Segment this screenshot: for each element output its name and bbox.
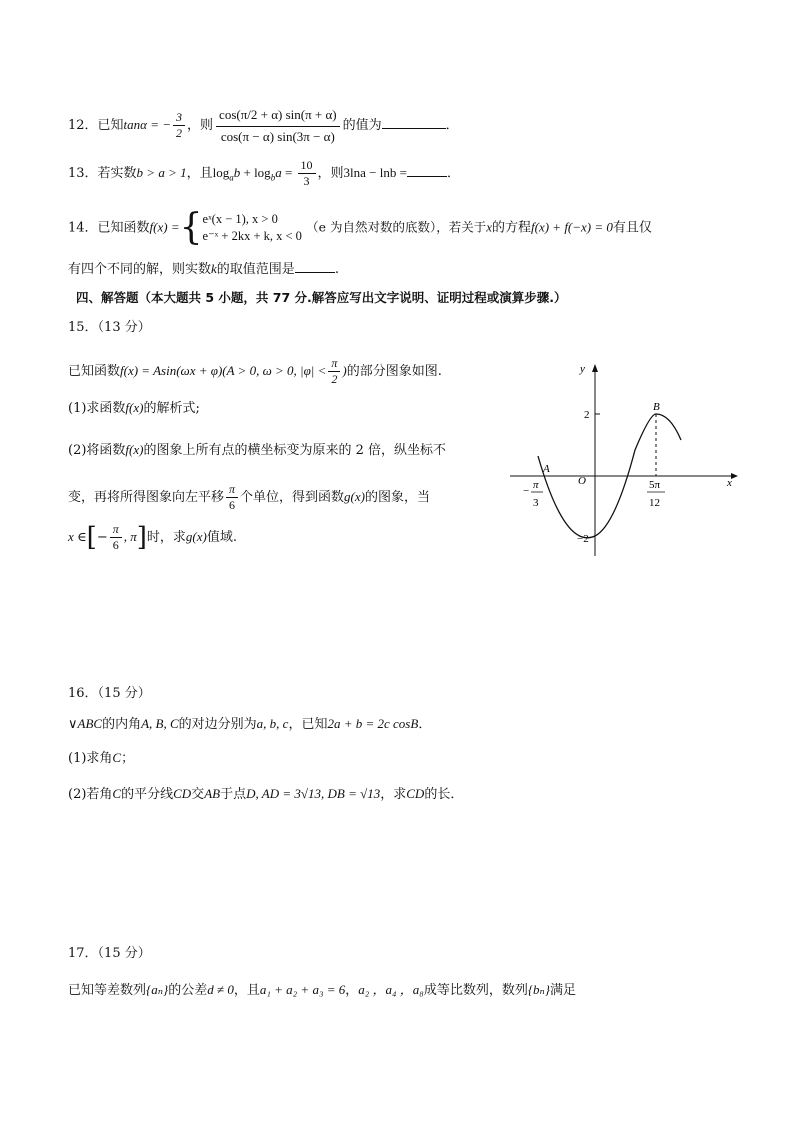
question-15-part2: (2)将函数f(x)的图象上所有点的横坐标变为原来的 2 倍，纵坐标不: [68, 442, 447, 458]
question-16-part2: (2)若角C的平分线CD交AB于点D, AD = 3√13, DB = √13，求CD的长．: [68, 786, 464, 802]
q13-condition: b > a > 1: [136, 165, 187, 180]
q14-answer-blank[interactable]: [295, 258, 335, 273]
x-right-num: 5π: [649, 479, 661, 491]
q12-cond-fraction: $\frac{3}{2}$: [173, 110, 185, 141]
q13-answer-blank[interactable]: [407, 162, 447, 177]
question-15-header: 15．（13 分）: [68, 320, 151, 335]
x-left-sign: −: [523, 485, 530, 497]
question-16-header: 16．（15 分）: [68, 686, 151, 701]
question-13: 13．若实数b > a > 1，且$\log_ab + \log_ba$ = $\frac{10}{3}$ ，则3lna − lnb = ．: [68, 158, 460, 188]
sine-graph-figure: [505, 360, 740, 560]
x-left-den: 3: [533, 497, 539, 509]
question-17-header: 17．（15 分）: [68, 946, 151, 961]
y-max-label: 2: [584, 409, 590, 421]
point-b-label: B: [653, 401, 660, 413]
question-14-cont: 有四个不同的解，则实数k的取值范围是 .: [68, 258, 339, 280]
origin-label: O: [578, 475, 586, 487]
y-axis-arrow-icon: [592, 364, 598, 372]
x-axis-arrow-icon: [731, 473, 738, 479]
q12-answer-blank[interactable]: [382, 114, 446, 129]
question-15-part2-cont: 变，再将所得图象向左平移 $\frac{\pi}{6}$ 个单位，得到函数g(x)的图象，当: [68, 482, 430, 512]
brace-symbol: {: [179, 207, 203, 248]
question-14: 14．已知函数f(x) ={ eˣ(x − 1), x > 0 e⁻ˣ + 2kx + k, x < 0 （e 为自然对数的底数），若关于x的方程f(x) + f(−x) = 0有且仅: [68, 207, 652, 248]
q12-condition: tanα = −: [123, 117, 172, 132]
x-left-num: π: [533, 479, 539, 491]
y-min-label: −2: [577, 533, 589, 545]
x-axis-label: x: [727, 477, 732, 489]
x-right-den: 12: [649, 497, 660, 509]
question-15-stem: 已知函数f(x) = Asin(ωx + φ)(A > 0, ω > 0, |φ| < $\frac{\pi}{2}$ )的部分图象如图.: [68, 356, 442, 386]
question-15-part2-interval: x ∈[− $\frac{\pi}{6}$ , π]时，求g(x)值域.: [68, 522, 237, 553]
q12-expression: $\frac{\cos(\pi/2 + \alpha) \sin(\pi + \alpha)}{\cos(\pi - \alpha) \sin(3\pi - \alpha)}$: [216, 104, 340, 147]
q13-fraction: $\frac{10}{3}$: [298, 158, 316, 189]
q14-piecewise: eˣ(x − 1), x > 0 e⁻ˣ + 2kx + k, x < 0: [202, 212, 302, 243]
q13-target: 3lna − lnb =: [343, 165, 407, 180]
question-16-part1: (1)求角C；: [68, 750, 135, 766]
question-12: 12．已知tanα = − $\frac{3}{2}$ ，则 $\frac{\cos(\pi/2 + \alpha) \sin(\pi + \alpha)}{\cos(\pi - \alpha) \sin(3\pi - \alpha)}$ 的值为 ．: [68, 104, 459, 147]
point-a-label: A: [543, 463, 550, 475]
section-heading-solutions: 四、解答题（本大题共 5 小题，共 77 分.解答应写出文字说明、证明过程或演算步骤.）: [76, 290, 567, 305]
q14-equation: f(x) + f(−x) = 0: [531, 219, 613, 235]
question-15-part1: (1)求函数f(x)的解析式;: [68, 400, 200, 416]
question-16-stem: ∨ABC的内角A, B, C的对边分别为a, b, c，已知2a + b = 2c cosB．: [68, 716, 432, 732]
q13-log-expression: $\log_ab + \log_ba$ =: [212, 165, 296, 183]
y-axis-label: y: [580, 363, 585, 375]
q14-function: f(x) =: [149, 219, 180, 235]
question-17-stem: 已知等差数列{aₙ}的公差d ≠ 0，且a₁ + a₂ + a₃ = 6，a₂ ，a₄ ，a₈成等比数列，数列{bₙ}满足: [68, 982, 577, 998]
